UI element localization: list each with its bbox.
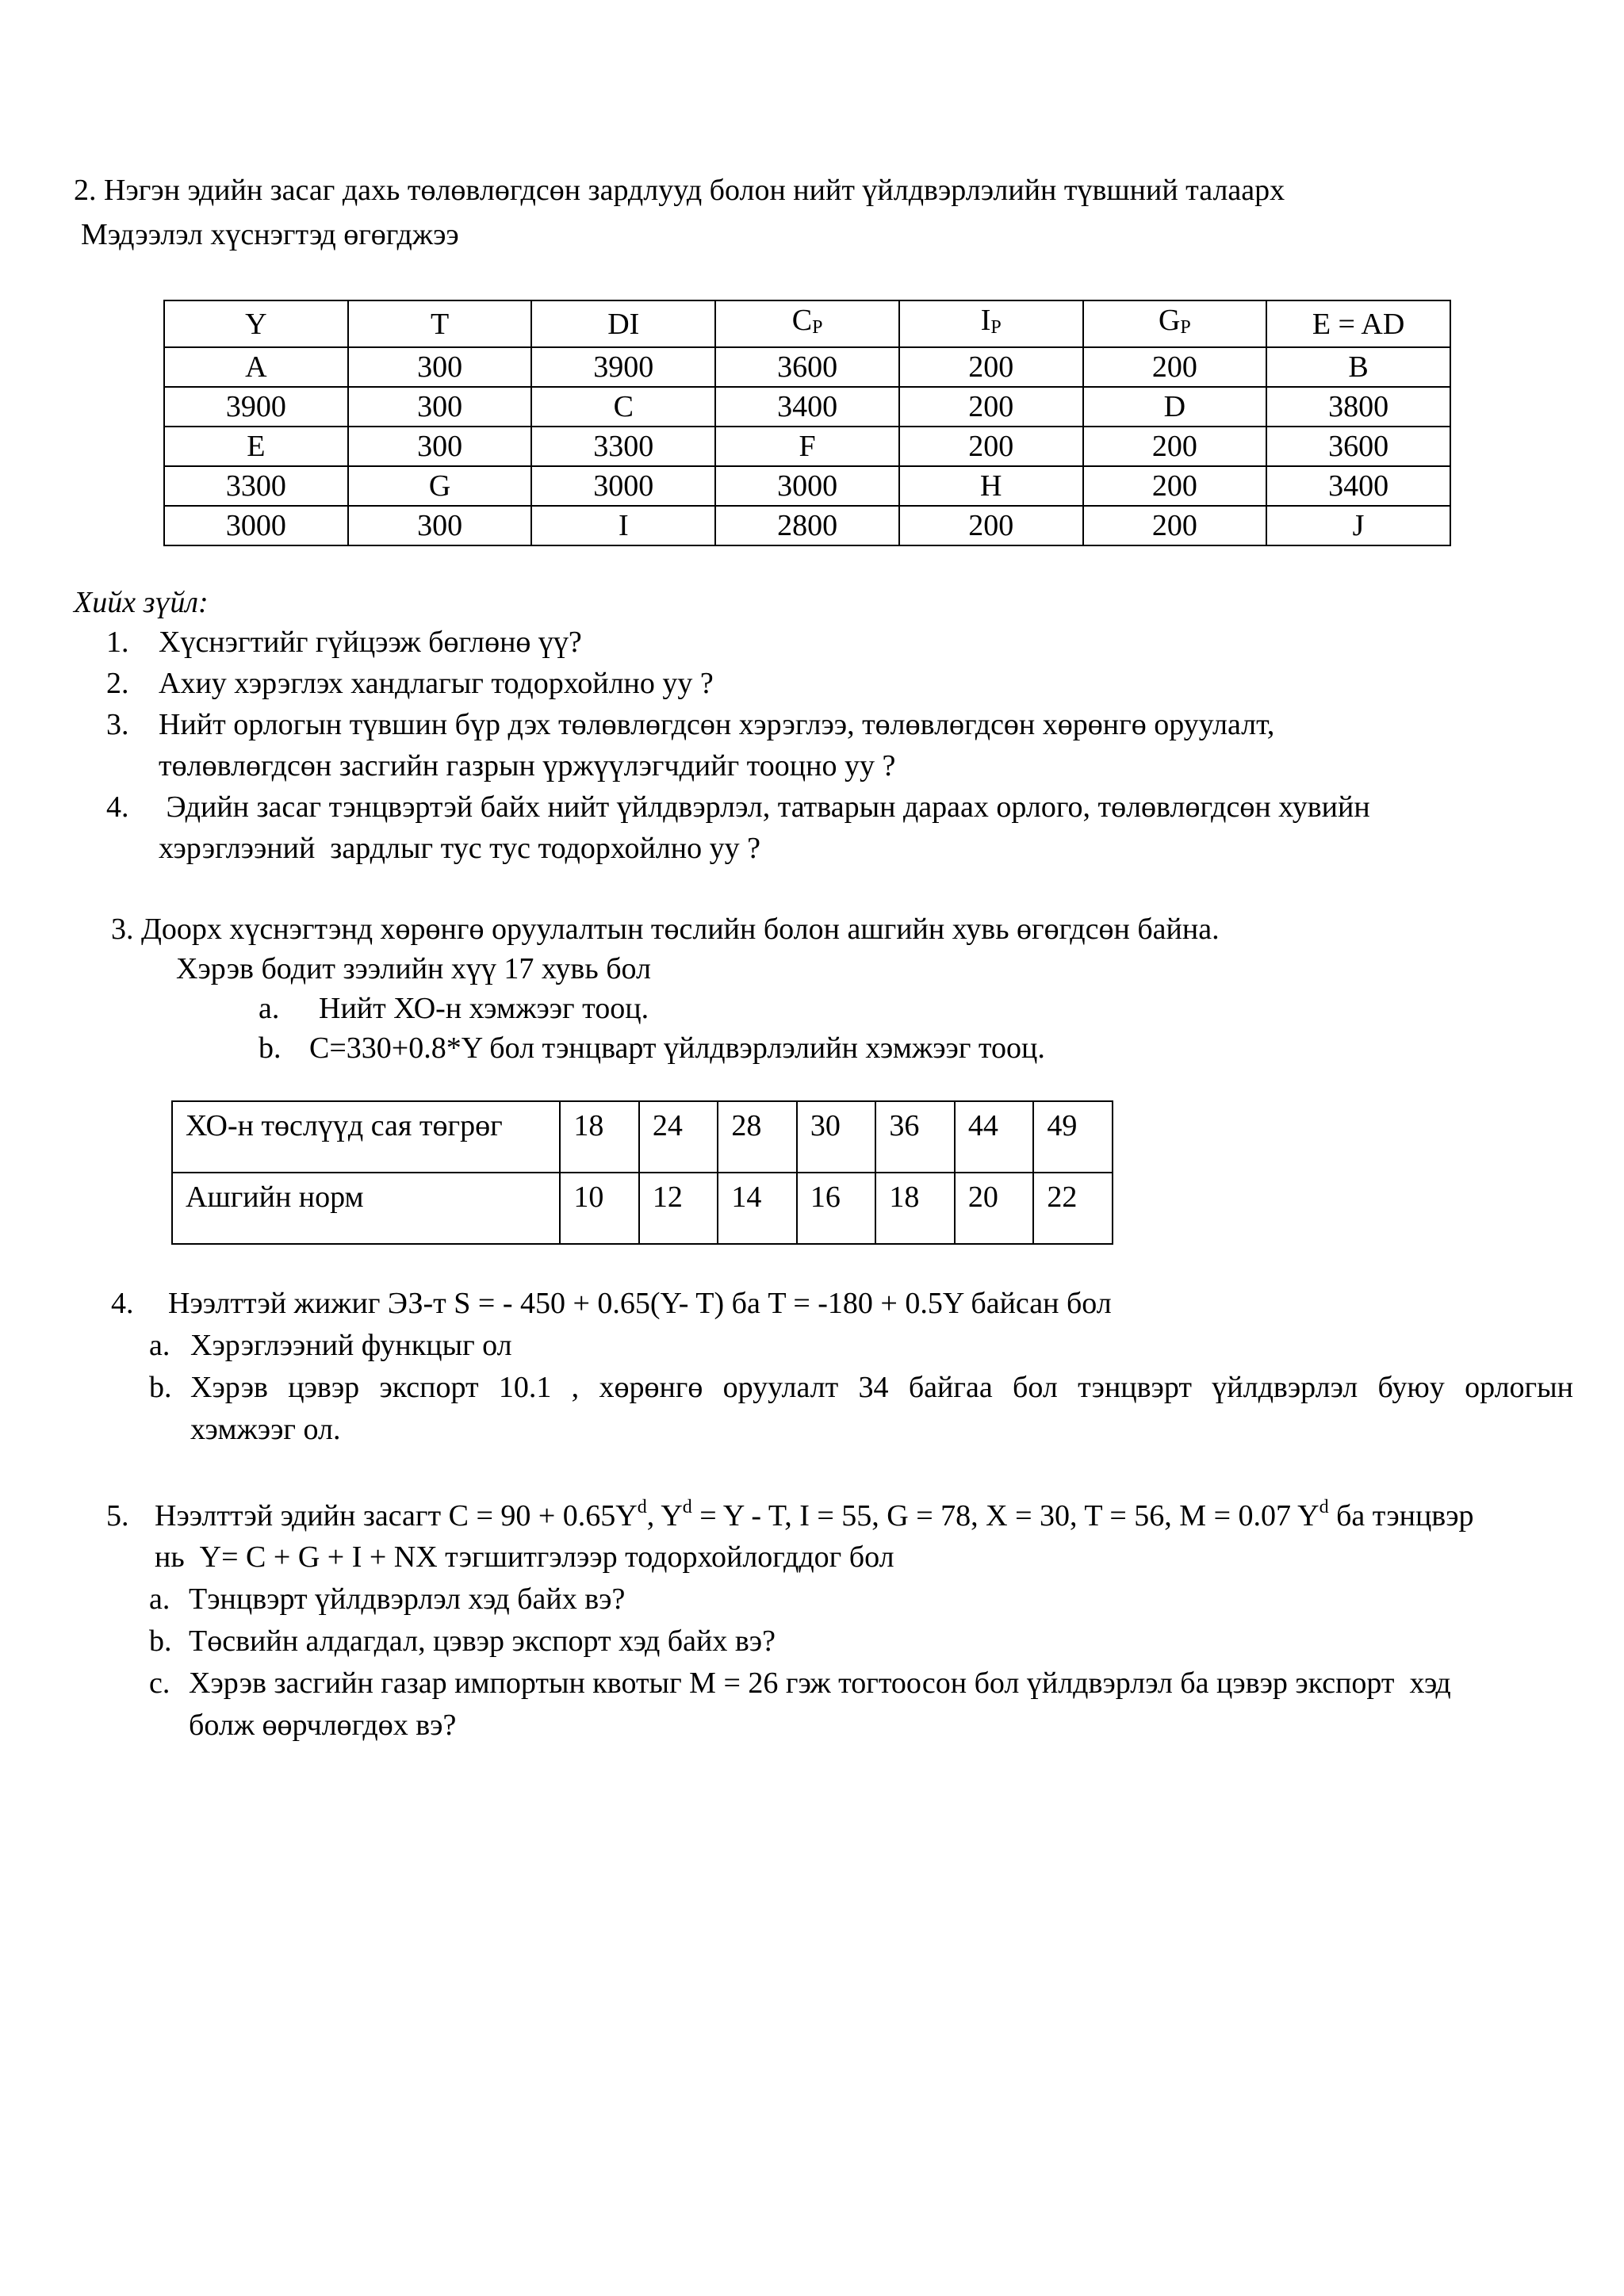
q3-a-text: Нийт ХО-н хэмжээг тооц.	[319, 992, 649, 1025]
q4-b-text-cont: хэмжээг ол.	[190, 1413, 341, 1446]
table-cell: 36	[875, 1101, 955, 1173]
header-cell: $C_P$	[715, 300, 899, 347]
q4-a-text: Хэрэглээний функцыг ол	[190, 1329, 512, 1362]
task-4-text: Эдийн засаг тэнцвэртэй байх нийт үйлдвэрлэл, татварын дараах орлого, төлөвлөгдсөн хувийн	[159, 790, 1370, 824]
q5-c-text-cont: болж өөрчлөгдөх вэ?	[189, 1709, 457, 1742]
q3-intro-line1: 3. Доорх хүснэгтэнд хөрөнгө оруулалтын төслийн болон ашгийн хувь өгөгдсөн байна.	[111, 913, 1220, 946]
table-cell: 200	[1083, 347, 1267, 387]
table-row	[164, 427, 1450, 466]
table-cell: 49	[1033, 1101, 1113, 1173]
table-cell: I	[531, 506, 715, 545]
task-4-num: 4.	[106, 790, 129, 824]
header-cell: $I_P$	[899, 300, 1083, 347]
table-cell: 3600	[1266, 427, 1450, 466]
table-cell: 3400	[715, 387, 899, 427]
table-cell: E	[164, 427, 348, 466]
q2-table	[163, 300, 1451, 546]
table-cell: 3300	[164, 466, 348, 506]
q3-b-text: C=330+0.8*Y бол тэнцварт үйлдвэрлэлийн хэмжээг тооц.	[309, 1031, 1045, 1065]
table-cell: 300	[348, 387, 532, 427]
row-label: Ашгийн норм	[172, 1173, 560, 1244]
task-1-text: Хүснэгтийг гүйцээж бөглөнө үү?	[159, 626, 582, 659]
q5-text: Нээлттэй эдийн засагт $C = 90 + 0.65Y^d$, $Y^d = Y - T$, I = 55, G = 78, X = 30, T = 56, M = 0.07 $Y^d$ ба тэнцвэр	[155, 1497, 1474, 1533]
table-row	[172, 1101, 1113, 1173]
table-cell: J	[1266, 506, 1450, 545]
table-cell: 200	[1083, 506, 1267, 545]
tasks-title: Хийх зүйл:	[74, 586, 209, 619]
table-cell: 10	[560, 1173, 639, 1244]
row-label: ХО-н төслүүд сая төгрөг	[172, 1101, 560, 1173]
header-cell: E = AD	[1266, 300, 1450, 347]
table-cell: 3900	[531, 347, 715, 387]
table-cell: 24	[639, 1101, 718, 1173]
q5-b-text: Төсвийн алдагдал, цэвэр экспорт хэд байх вэ?	[189, 1624, 776, 1658]
table-cell: G	[348, 466, 532, 506]
task-3-text: Нийт орлогын түвшин бүр дэх төлөвлөгдсөн хэрэглээ, төлөвлөгдсөн хөрөнгө оруулалт,	[159, 708, 1275, 741]
q5-text-cont: нь Y= C + G + I + NX тэгшитгэлээр тодорхойлогддог бол	[155, 1540, 894, 1574]
q5-b-label: b.	[149, 1624, 172, 1658]
table-cell: 200	[899, 427, 1083, 466]
table-cell: 20	[955, 1173, 1034, 1244]
table-row	[164, 347, 1450, 387]
q2-intro-line1: 2. Нэгэн эдийн засаг дахь төлөвлөгдсөн зардлууд болон нийт үйлдвэрлэлийн түвшний талаарх	[74, 174, 1285, 207]
table-cell: 3000	[531, 466, 715, 506]
table-cell: 14	[718, 1173, 797, 1244]
table-cell: 200	[1083, 466, 1267, 506]
table-cell: 18	[560, 1101, 639, 1173]
q5-a-text: Тэнцвэрт үйлдвэрлэл хэд байх вэ?	[189, 1582, 626, 1616]
table-cell: F	[715, 427, 899, 466]
table-cell: 2800	[715, 506, 899, 545]
table-cell: 22	[1033, 1173, 1113, 1244]
table-cell: H	[899, 466, 1083, 506]
q3-table	[171, 1100, 1113, 1245]
task-3-num: 3.	[106, 708, 129, 741]
table-row	[164, 466, 1450, 506]
table-cell: C	[531, 387, 715, 427]
header-cell: $G_P$	[1083, 300, 1267, 347]
table-cell: 30	[797, 1101, 876, 1173]
table-header-row	[164, 300, 1450, 347]
table-cell: 200	[899, 506, 1083, 545]
table-cell: 200	[1083, 427, 1267, 466]
task-2-text: Ахиу хэрэглэх хандлагыг тодорхойлно уу ?	[159, 667, 714, 700]
table-cell: 300	[348, 347, 532, 387]
table-cell: 3000	[715, 466, 899, 506]
table-cell: 200	[899, 387, 1083, 427]
q4-a-label: a.	[149, 1329, 170, 1362]
table-cell: 3300	[531, 427, 715, 466]
q3-a-label: a.	[259, 992, 280, 1025]
q4-b-label: b.	[149, 1371, 172, 1404]
q5-a-label: a.	[149, 1582, 170, 1616]
table-cell: 3600	[715, 347, 899, 387]
task-1-num: 1.	[106, 626, 129, 659]
table-cell: 3400	[1266, 466, 1450, 506]
header-cell: Y	[164, 300, 348, 347]
table-cell: 300	[348, 427, 532, 466]
table-cell: D	[1083, 387, 1267, 427]
q2-intro-line2: Мэдээлэл хүснэгтэд өгөгджээ	[81, 218, 459, 251]
q5-c-label: c.	[149, 1667, 170, 1700]
table-cell: 44	[955, 1101, 1034, 1173]
table-cell: 12	[639, 1173, 718, 1244]
table-cell: 300	[348, 506, 532, 545]
header-cell: DI	[531, 300, 715, 347]
header-cell: T	[348, 300, 532, 347]
task-4-text-cont: хэрэглээний зардлыг тус тус тодорхойлно уу ?	[159, 832, 760, 865]
table-cell: 16	[797, 1173, 876, 1244]
q4-b-text: Хэрэв цэвэр экспорт 10.1 , хөрөнгө оруулалт 34 байгаа бол тэнцвэрт үйлдвэрлэл буюу орлогын	[190, 1371, 1573, 1404]
table-cell: A	[164, 347, 348, 387]
table-cell: 3800	[1266, 387, 1450, 427]
table-cell: 18	[875, 1173, 955, 1244]
table-cell: 3000	[164, 506, 348, 545]
table-row	[164, 506, 1450, 545]
table-cell: B	[1266, 347, 1450, 387]
q4-text: Нээлттэй жижиг ЭЗ-т S = - 450 + 0.65(Y- T) ба T = -180 + 0.5Y байсан бол	[168, 1287, 1112, 1320]
q5-num: 5.	[106, 1499, 129, 1533]
task-2-num: 2.	[106, 667, 129, 700]
table-cell: 200	[899, 347, 1083, 387]
task-3-text-cont: төлөвлөгдсөн засгийн газрын үржүүлэгчдийг тооцно уу ?	[159, 749, 896, 783]
q4-num: 4.	[111, 1287, 134, 1320]
table-row	[164, 387, 1450, 427]
q5-c-text: Хэрэв засгийн газар импортын квотыг M = 26 гэж тогтоосон бол үйлдвэрлэл ба цэвэр экспорт хэд	[189, 1667, 1451, 1700]
table-cell: 3900	[164, 387, 348, 427]
table-cell: 28	[718, 1101, 797, 1173]
q3-b-label: b.	[259, 1031, 282, 1065]
table-row	[172, 1173, 1113, 1244]
q3-intro-line2: Хэрэв бодит зээлийн хүү 17 хувь бол	[176, 952, 652, 985]
